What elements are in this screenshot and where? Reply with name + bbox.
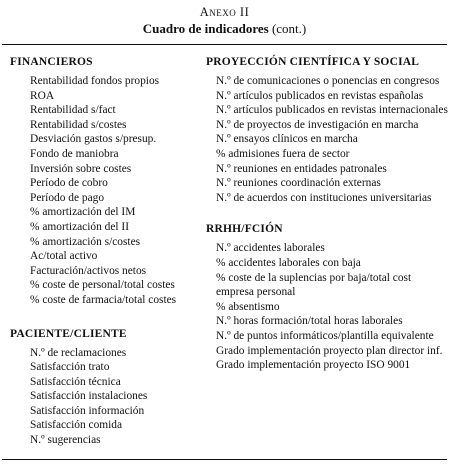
section-heading-financieros: FINANCIEROS xyxy=(10,56,93,68)
section-heading-paciente: PACIENTE/CLIENTE xyxy=(10,327,127,340)
list-item: % accidentes laborales con baja xyxy=(216,256,361,269)
top-rule xyxy=(2,44,447,45)
list-item: Fondo de maniobra xyxy=(30,147,119,160)
list-item: N.º de puntos informáticos/plantilla equivalente xyxy=(216,329,434,342)
list-item: % admisiones fuera de sector xyxy=(216,147,350,160)
bottom-rule xyxy=(2,459,447,460)
list-item: Rentabilidad s/fact xyxy=(30,104,116,117)
table-title xyxy=(0,20,449,37)
section-heading-proyeccion: PROYECCIÓN CIENTÍFICA Y SOCIAL xyxy=(206,56,420,68)
list-item: Ac/total activo xyxy=(30,250,98,263)
list-item: Satisfacción trato xyxy=(30,361,110,374)
list-item: N.º accidentes laborales xyxy=(216,242,325,255)
section-gap xyxy=(10,308,198,327)
paciente-list xyxy=(10,346,198,448)
list-item: Desviación gastos s/presup. xyxy=(30,133,157,146)
list-item: Satisfacción comida xyxy=(30,419,123,432)
list-item: % coste de la suplencias por baja/total cost xyxy=(216,271,412,284)
list-item: % absentismo xyxy=(216,300,280,313)
list-item: Grado implementación proyecto plan director inf. xyxy=(216,344,443,357)
page-header xyxy=(0,4,449,37)
list-item: Satisfacción técnica xyxy=(30,375,121,388)
list-item: % coste de personal/total costes xyxy=(30,279,175,292)
list-item: Satisfacción información xyxy=(30,404,145,417)
list-item: N.º artículos publicados en revistas internacionales xyxy=(216,104,448,117)
list-item: Facturación/activos netos xyxy=(30,264,147,277)
list-item: % amortización del II xyxy=(30,220,129,233)
financieros-list xyxy=(10,74,198,308)
section-gap xyxy=(206,205,446,222)
list-item: Período de cobro xyxy=(30,177,108,190)
list-item: Rentabilidad fondos propios xyxy=(30,75,160,87)
proyeccion-list xyxy=(206,74,446,205)
list-item: % amortización del IM xyxy=(30,206,136,219)
list-item: Período de pago xyxy=(30,191,105,204)
list-item: N.º reuniones en entidades patronales xyxy=(216,162,387,175)
list-item: N.º ensayos clínicos en marcha xyxy=(216,133,358,146)
list-item: N.º artículos publicados en revistas españolas xyxy=(216,89,424,102)
annex-initial: A xyxy=(199,5,210,19)
list-item: ROA xyxy=(30,89,55,102)
list-item: Satisfacción instalaciones xyxy=(30,390,148,403)
annex-label xyxy=(0,4,449,20)
list-item: N.º de acuerdos con instituciones universitarias xyxy=(216,191,432,204)
rrhh-list xyxy=(206,241,446,372)
list-item: N.º de proyectos de investigación en marcha xyxy=(216,118,419,131)
left-column xyxy=(10,55,198,448)
list-item: N.º reuniones coordinación externas xyxy=(216,177,381,190)
section-heading-rrhh: RRHH/FCIÓN xyxy=(206,223,283,236)
list-item: N.º horas formación/total horas laborales xyxy=(216,315,403,328)
list-item: Grado implementación proyecto ISO 9001 xyxy=(216,359,411,372)
list-item: Inversión sobre costes xyxy=(30,162,132,175)
annex-rest: nexo II xyxy=(209,5,250,19)
list-item: N.º sugerencias xyxy=(30,434,101,447)
table-title-bold: Cuadro de indicadores xyxy=(142,21,269,36)
list-item: % amortización s/costes xyxy=(30,235,141,248)
table-title-suffix: (cont.) xyxy=(268,21,307,36)
list-item: N.º de reclamaciones xyxy=(30,346,127,359)
right-column xyxy=(206,55,446,373)
list-item-continuation: empresa personal xyxy=(216,286,296,299)
list-item: N.º de comunicaciones o ponencias en congresos xyxy=(216,75,440,87)
list-item: % coste de farmacia/total costes xyxy=(30,293,177,306)
list-item: Rentabilidad s/costes xyxy=(30,118,127,131)
